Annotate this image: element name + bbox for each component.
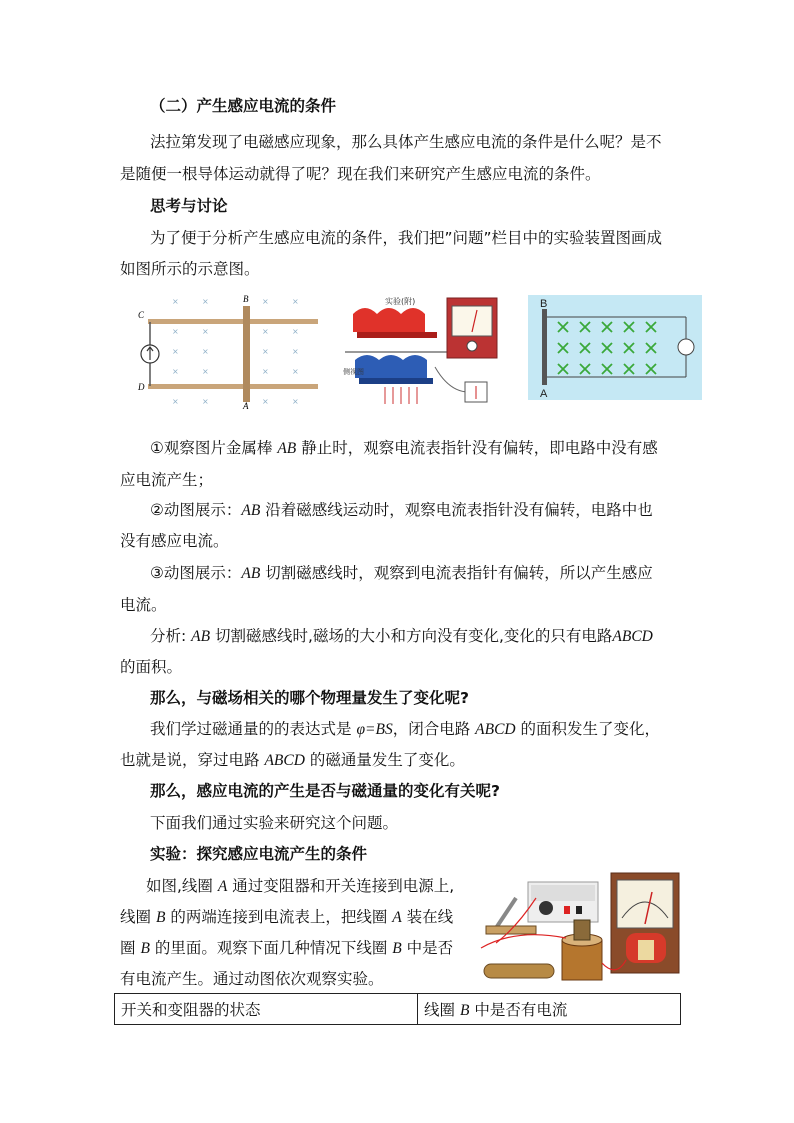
svg-text:×: ×	[202, 327, 209, 336]
obs1-line-2: 应电流产生；	[120, 471, 214, 489]
table-col-state: 开关和变阻器的状态	[115, 994, 418, 1025]
side-view-label: 侧视图	[343, 368, 364, 376]
experiment-heading: 实验：探究感应电流产生的条件	[150, 845, 368, 863]
svg-text:×: ×	[262, 297, 269, 306]
svg-text:×: ×	[292, 367, 299, 376]
svg-text:×: ×	[292, 397, 299, 406]
question-1: 那么，与磁场相关的哪个物理量发生了变化呢?	[150, 689, 469, 707]
next-line: 下面我们通过实验来研究这个问题。	[150, 814, 399, 832]
analysis-line-1: 分析: AB 切割磁感线时,磁场的大小和方向没有变化,变化的只有电路ABCD	[150, 627, 653, 645]
svg-text:×: ×	[172, 347, 179, 356]
table-col-current: 线圈 B 中是否有电流	[418, 994, 681, 1025]
label-b: B	[243, 294, 249, 304]
svg-text:×: ×	[262, 327, 269, 336]
svg-text:×: ×	[202, 367, 209, 376]
svg-text:×: ×	[172, 397, 179, 406]
obs2-line-2: 没有感应电流。	[120, 532, 229, 550]
field-label-a: A	[540, 388, 548, 400]
discuss-heading: 思考与讨论	[150, 197, 228, 215]
exp-line-3: 圈 B 的里面。观察下面几种情况下线圈 B 中是否	[120, 939, 454, 957]
magnet-apparatus-figure	[335, 292, 505, 410]
exp-line-2: 线圈 B 的两端连接到电流表上，把线圈 A 装在线	[120, 908, 454, 926]
svg-text:×: ×	[172, 367, 179, 376]
obs1-line-1: ①观察图片金属棒 AB 静止时，观察电流表指针没有偏转，即电路中没有感	[150, 439, 658, 457]
label-d: D	[138, 382, 145, 392]
section-title: （二）产生感应电流的条件	[150, 97, 337, 115]
label-a: A	[243, 401, 249, 410]
svg-text:×: ×	[262, 367, 269, 376]
discuss-line-1: 为了便于分析产生感应电流的条件，我们把”问题”栏目中的实验装置图画成	[150, 229, 663, 247]
analysis-line-2: 的面积。	[120, 658, 183, 676]
table-header-row	[115, 994, 681, 1025]
exp-line-4: 有电流产生。通过动图依次观察实验。	[120, 970, 384, 988]
flux-line-2: 也就是说，穿过电路 ABCD 的磁通量发生了变化。	[120, 751, 465, 769]
discuss-line-2: 如图所示的示意图。	[120, 260, 260, 278]
svg-text:×: ×	[202, 297, 209, 306]
obs2-line-1: ②动图展示：AB 沿着磁感线运动时，观察电流表指针没有偏转，电路中也	[150, 501, 653, 519]
svg-text:×: ×	[202, 347, 209, 356]
experiment-table	[114, 993, 681, 1025]
svg-text:×: ×	[202, 397, 209, 406]
svg-text:×: ×	[262, 347, 269, 356]
svg-text:×: ×	[172, 297, 179, 306]
question-2: 那么，感应电流的产生是否与磁通量的变化有关呢?	[150, 782, 500, 800]
exp-line-1: 如图,线圈 A 通过变阻器和开关连接到电源上,	[146, 877, 455, 895]
svg-text:×: ×	[292, 327, 299, 336]
label-c: C	[138, 310, 145, 320]
svg-text:×: ×	[292, 297, 299, 306]
intro-line-1: 法拉第发现了电磁感应现象，那么具体产生感应电流的条件是什么呢？是不	[150, 133, 662, 151]
flux-line-1: 我们学过磁通量的的表达式是 φ=BS，闭合电路 ABCD 的面积发生了变化，	[150, 720, 661, 738]
field-label-b: B	[540, 298, 548, 310]
obs3-line-1: ③动图展示：AB 切割磁感线时，观察到电流表指针有偏转，所以产生感应	[150, 564, 653, 582]
apparatus-caption: 实验(附)	[385, 297, 416, 306]
svg-text:×: ×	[262, 397, 269, 406]
obs3-line-2: 电流。	[120, 596, 167, 614]
rail-circuit-figure	[128, 292, 318, 410]
svg-text:×: ×	[172, 327, 179, 336]
intro-line-2: 是随便一根导体运动就得了呢？现在我们来研究产生感应电流的条件。	[120, 165, 601, 183]
svg-text:×: ×	[292, 347, 299, 356]
field-diagram-figure	[528, 295, 702, 400]
coil-apparatus-figure	[476, 868, 684, 988]
